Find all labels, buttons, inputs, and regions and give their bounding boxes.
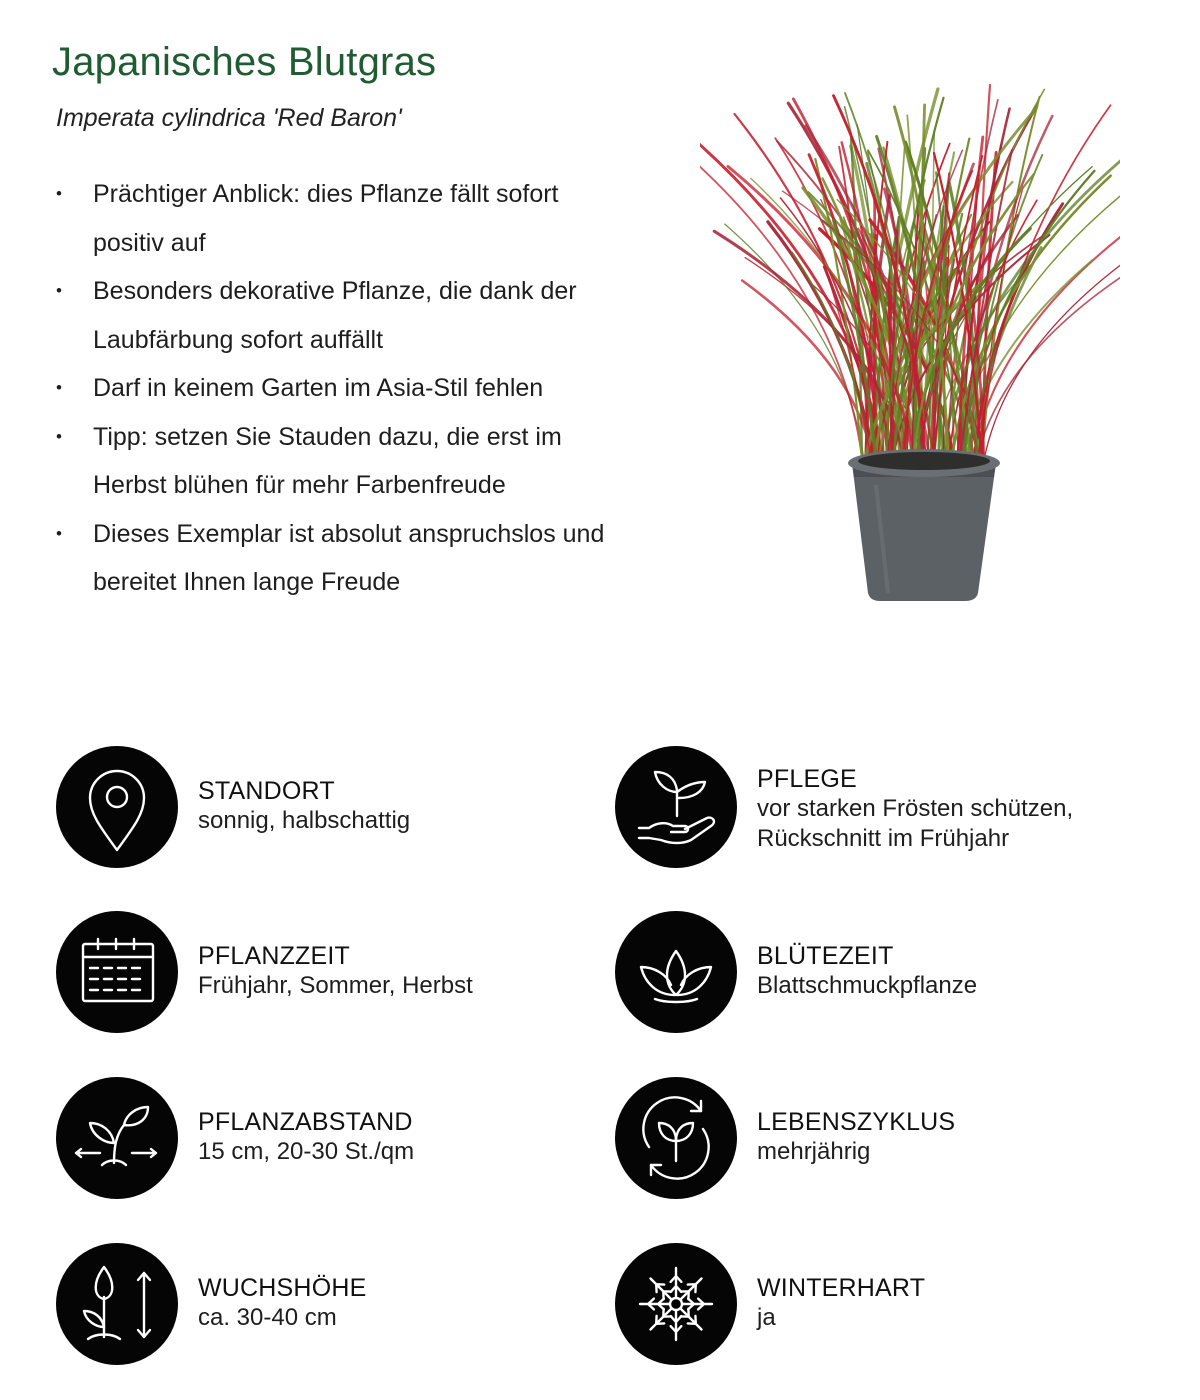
bullet-item: • Darf in keinem Garten im Asia-Stil fehlen [56,364,616,413]
feature-heading: BLÜTEZEIT [757,942,894,970]
feature-pflege [615,746,1155,871]
bullet-item: • Dieses Exemplar ist absolut anspruchslos und bereitet Ihnen lange Freude [56,510,616,607]
calendar-icon [56,911,178,1033]
lifecycle-icon [615,1077,737,1199]
product-plant-image [700,45,1120,620]
feature-value: vor starken Frösten schützen, Rückschnitt im Frühjahr [757,795,1074,852]
feature-value: ca. 30-40 cm [198,1304,337,1331]
location-pin-icon [56,746,178,868]
bullet-item: • Prächtiger Anblick: dies Pflanze fällt sofort positiv auf [56,170,616,267]
feature-heading: LEBENSZYKLUS [757,1108,956,1136]
product-title: Japanisches Blutgras [52,40,437,84]
snowflake-icon [615,1243,737,1365]
feature-heading: WINTERHART [757,1274,926,1302]
bullet-item: • Besonders dekorative Pflanze, die dank der Laubfärbung sofort auffällt [56,267,616,364]
flower-icon [615,911,737,1033]
spacing-arrows-plant-icon [56,1077,178,1199]
feature-value: Frühjahr, Sommer, Herbst [198,972,473,999]
feature-pflanzzeit [56,911,596,1036]
feature-bullet-list [56,170,616,607]
feature-value: 15 cm, 20-30 St./qm [198,1138,415,1165]
feature-value: ja [757,1304,776,1331]
feature-heading: WUCHSHÖHE [198,1274,367,1302]
height-icon [56,1243,178,1365]
bullet-item: • Tipp: setzen Sie Stauden dazu, die erst im Herbst blühen für mehr Farbenfreude [56,413,616,510]
feature-lebenszyklus [615,1077,1155,1202]
feature-wuchshoehe [56,1243,596,1368]
feature-value: mehrjährig [757,1138,871,1165]
feature-bluetezeit [615,911,1155,1036]
plant-pot [848,449,1000,601]
grass-blades [700,85,1120,463]
feature-heading: PFLANZABSTAND [198,1108,413,1136]
feature-value: Blattschmuckpflanze [757,972,978,999]
feature-heading: STANDORT [198,777,335,805]
feature-heading: PFLEGE [757,765,857,793]
feature-pflanzabstand [56,1077,596,1202]
botanical-name: Imperata cylindrica 'Red Baron' [56,104,402,132]
feature-value: sonnig, halbschattig [198,807,411,834]
feature-standort [56,746,596,871]
seedling-hand-icon [615,746,737,868]
feature-heading: PFLANZZEIT [198,942,351,970]
feature-winterhart [615,1243,1155,1368]
